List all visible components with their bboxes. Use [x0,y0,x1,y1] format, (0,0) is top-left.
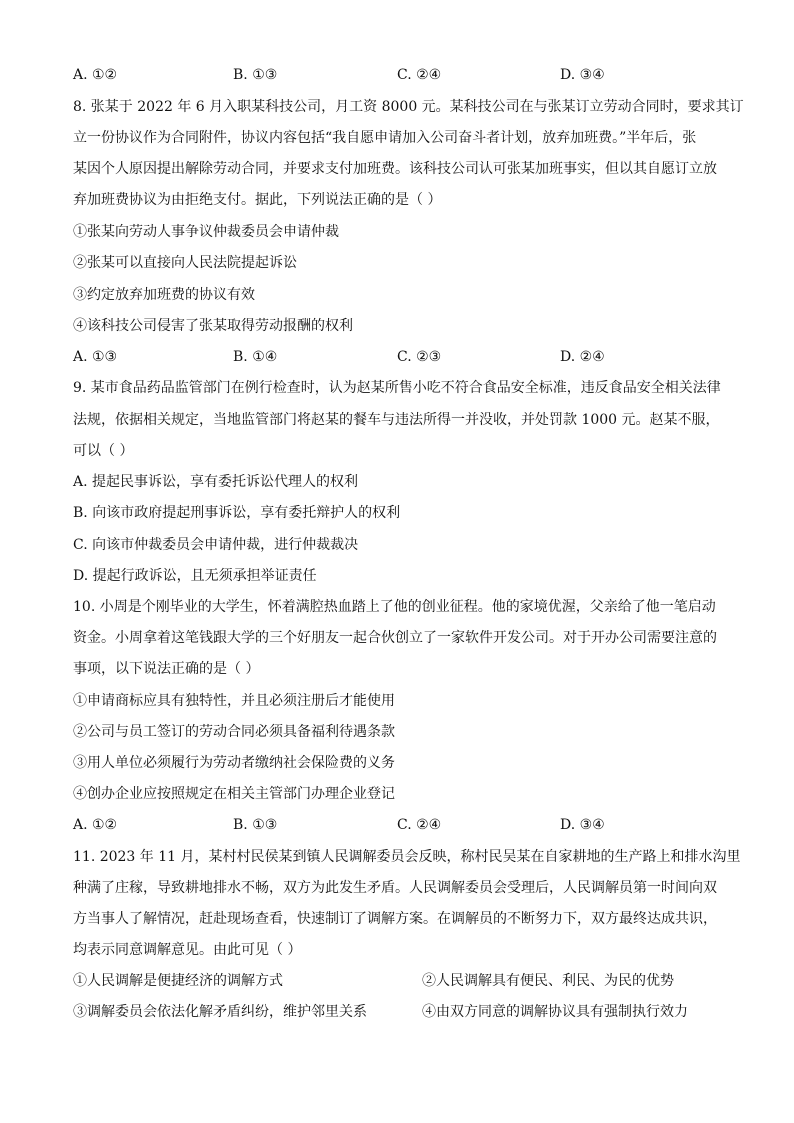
q9-stem-line: 可以（ ） [73,443,134,459]
q8-option-a[interactable]: A. ①③ [73,349,118,365]
q11-statement-1: ①人民调解是便捷经济的调解方式 [73,973,283,989]
q11-statement-2: ②人民调解具有便民、利民、为民的优势 [422,973,674,989]
q11-statements-row-1 [73,971,733,991]
q10-stem-line: 资金。小周拿着这笔钱跟大学的三个好朋友一起合伙创立了一家软件开发公司。对于开办公司需要注意的 [73,630,717,646]
q7-option-b[interactable]: B. ①③ [233,67,278,83]
q8-option-c[interactable]: C. ②③ [397,349,442,365]
q11-statements-row-2 [73,1002,733,1022]
q9-stem-line: 法规，依据相关规定，当地监管部门将赵某的餐车与违法所得一并没收，并处罚款 1000 元。赵某不服， [73,412,720,428]
q9-option-b[interactable]: B. 向该市政府提起刑事诉讼，享有委托辩护人的权利 [73,505,401,521]
q11-stem-line: 11. 2023 年 11 月，某村村民侯某到镇人民调解委员会反映，称村民吴某在自家耕地的生产路上和排水沟里 [73,849,741,865]
q8-statement-1: ①张某向劳动人事争议仲裁委员会申请仲裁 [73,224,339,240]
q10-statement-4: ④创办企业应按照规定在相关主管部门办理企业登记 [73,786,395,802]
q11-statement-4: ④由双方同意的调解协议具有强制执行效力 [422,1004,688,1020]
q10-statement-3: ③用人单位必须履行为劳动者缴纳社会保险费的义务 [73,755,395,771]
q8-statement-4: ④该科技公司侵害了张某取得劳动报酬的权利 [73,318,353,334]
q8-stem-line: 某因个人原因提出解除劳动合同，并要求支付加班费。该科技公司认可张某加班事实，但以其自愿订立放 [73,161,717,177]
q10-statement-2: ②公司与员工签订的劳动合同必须具备福利待遇条款 [73,724,395,740]
q8-option-b[interactable]: B. ①④ [233,349,278,365]
q11-statement-3: ③调解委员会依法化解矛盾纠纷，维护邻里关系 [73,1004,367,1020]
q8-option-d[interactable]: D. ②④ [560,349,605,365]
q9-option-d[interactable]: D. 提起行政诉讼，且无须承担举证责任 [73,568,317,584]
q9-option-a[interactable]: A. 提起民事诉讼，享有委托诉讼代理人的权利 [73,474,359,490]
q10-options [73,815,733,835]
q10-option-a[interactable]: A. ①② [73,817,118,833]
q8-statement-2: ②张某可以直接向人民法院提起诉讼 [73,255,297,271]
q11-stem-line: 均表示同意调解意见。由此可见（ ） [73,942,302,958]
q7-option-c[interactable]: C. ②④ [397,67,442,83]
q8-statement-3: ③约定放弃加班费的协议有效 [73,287,255,303]
q8-stem-line: 立一份协议作为合同附件，协议内容包括“我自愿申请加入公司奋斗者计划，放弃加班费。”半年后，张 [73,130,697,146]
q8-stem-line: 8. 张某于 2022 年 6 月入职某科技公司，月工资 8000 元。某科技公司在与张某订立劳动合同时，要求其订 [73,99,744,115]
q7-option-a[interactable]: A. ①② [73,67,118,83]
q9-option-c[interactable]: C. 向该市仲裁委员会申请仲裁，进行仲裁裁决 [73,537,359,553]
q10-option-c[interactable]: C. ②④ [397,817,442,833]
q10-option-d[interactable]: D. ③④ [560,817,605,833]
q7-options [73,65,733,85]
q10-option-b[interactable]: B. ①③ [233,817,278,833]
q8-stem-line: 弃加班费协议为由拒绝支付。据此，下列说法正确的是（ ） [73,192,442,208]
q8-options [73,347,733,367]
q7-option-d[interactable]: D. ③④ [560,67,605,83]
q9-stem-line: 9. 某市食品药品监管部门在例行检查时，认为赵某所售小吃不符合食品安全标准，违反食品安全相关法律 [73,380,721,396]
q11-stem-line: 种满了庄稼，导致耕地排水不畅，双方为此发生矛盾。人民调解委员会受理后，人民调解员第一时间向双 [73,880,717,896]
q10-stem-line: 10. 小周是个刚毕业的大学生，怀着满腔热血踏上了他的创业征程。他的家境优渥，父亲给了他一笔启动 [73,599,716,615]
q11-stem-line: 方当事人了解情况，赶赴现场查看，快速制订了调解方案。在调解员的不断努力下，双方最终达成共识， [73,911,717,927]
q10-statement-1: ①申请商标应具有独特性，并且必须注册后才能使用 [73,693,395,709]
q10-stem-line: 事项，以下说法正确的是（ ） [73,661,260,677]
